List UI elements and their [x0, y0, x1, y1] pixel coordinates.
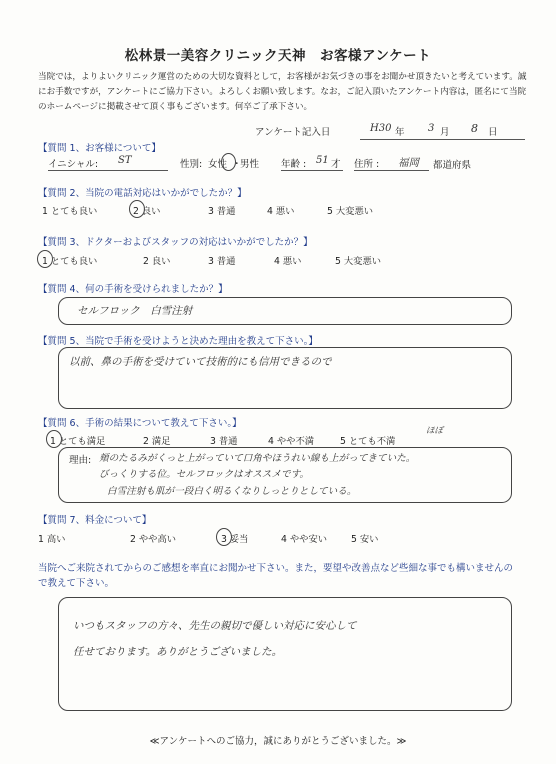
age-value: 51	[316, 155, 329, 166]
address-underline	[354, 170, 429, 171]
q5-answer: 以前、鼻の手術を受けていて技術的にも信用できるので	[69, 356, 332, 368]
q3-options	[42, 253, 522, 269]
address-value: 福岡	[398, 157, 419, 169]
q5-answer-box	[58, 347, 512, 409]
gender-label: 性別:	[180, 159, 203, 170]
intro-text: 当院では，よりよいクリニック運営のための大切な資料として，お客様がお気づきの事をお聞かせ頂きたいと考えています。誠にお手数ですが，アンケートにご協力下さい。よろしくお願い致します。なお，ご記入頂いたアンケート内容は，匿名にて当院のホームページに掲載させて頂く事もございます。何卒ご了承下さい。	[38, 72, 527, 112]
q7-option-3: 3 妥当	[221, 534, 249, 545]
q7-option-2: 2 やや高い	[130, 534, 177, 545]
q2-option-5: 5 大変悪い	[327, 206, 374, 217]
age-underline	[281, 170, 343, 171]
q6-option-3: 3 普通	[210, 436, 238, 447]
gender-female: 女性	[208, 159, 228, 170]
initial-value: ST	[118, 155, 132, 166]
q6-answer-line-1: 頬のたるみがくっと上がっていて口角やほうれい線も上がってきていた。	[99, 453, 416, 464]
age-label: 年齢 :	[281, 159, 307, 170]
page-title: 松林景一美容クリニック天神 お客様アンケート	[124, 48, 432, 64]
q3-option-1: 1 とても良い	[42, 256, 98, 267]
q8-title: 当院へご来院されてからのご感想を率直にお聞かせ下さい。また，要望や改善点など些細な事でも構いませんので教えて下さい。	[38, 563, 514, 589]
q6-selected-mark	[46, 430, 62, 448]
q7-option-5: 5 安い	[351, 534, 379, 545]
q6-option-2: 2 満足	[143, 436, 171, 447]
date-underline	[360, 139, 525, 140]
q7-title: 【質問 7、料金について】	[38, 515, 152, 526]
q6-option-4: 4 やや不満	[268, 436, 315, 447]
q8-answer-box	[58, 597, 512, 711]
q6-title: 【質問 6、手術の結果について教えて下さい。】	[38, 418, 242, 429]
date-month: 3	[428, 123, 435, 134]
q6-reason-label: 理由:	[69, 455, 92, 466]
q2-options	[42, 203, 522, 219]
q4-answer-box	[58, 297, 512, 325]
q3-title: 【質問 3、ドクターおよびスタッフの対応はいかがでしたか？】	[38, 237, 313, 248]
q7-selected-mark	[216, 528, 232, 546]
q3-selected-mark	[37, 250, 53, 268]
q7-option-4: 4 やや安い	[281, 534, 328, 545]
date-label: アンケート記入日	[255, 127, 331, 138]
q6-note: ほぼ	[426, 426, 444, 436]
initial-label: イニシャル:	[48, 159, 99, 170]
q2-option-2: 2 良い	[133, 206, 161, 217]
q7-options	[38, 531, 518, 547]
q3-option-3: 3 普通	[208, 256, 236, 267]
date-day-unit: 日	[488, 127, 498, 138]
q7-option-1: 1 高い	[38, 534, 66, 545]
date-row	[255, 124, 535, 140]
q8-answer-line-1: いつもスタッフの方々、先生の親切で優しい対応に安心して	[73, 620, 357, 632]
q1-row	[48, 156, 518, 176]
q3-option-5: 5 大変悪い	[335, 256, 382, 267]
date-year: H30	[370, 123, 392, 134]
date-month-unit: 月	[440, 127, 450, 138]
prefecture-label: 都道府県	[433, 160, 472, 171]
q2-selected-mark	[129, 200, 145, 218]
q4-title: 【質問 4、何の手術を受けられましたか？】	[38, 284, 228, 295]
q6-answer-line-3: 白雪注射も肌が一段白く明るくなりしっとりとしている。	[107, 486, 357, 497]
q6-option-1: 1 とても満足	[50, 436, 106, 447]
q2-option-1: 1 とても良い	[42, 206, 98, 217]
date-year-unit: 年	[395, 127, 405, 138]
q3-option-2: 2 良い	[143, 256, 171, 267]
q1-title: 【質問 1、お客様について】	[38, 143, 161, 154]
footer-thanks: ≪アンケートへのご協力，誠にありがとうございました。≫	[149, 736, 407, 747]
q5-title: 【質問 5、当院で手術を受けようと決めた理由を教えて下さい。】	[38, 336, 318, 347]
q3-option-4: 4 悪い	[274, 256, 302, 267]
gender-dot: ・	[232, 159, 242, 170]
q2-option-3: 3 普通	[208, 206, 236, 217]
address-label: 住所 :	[354, 159, 380, 170]
gender-male: 男性	[240, 159, 260, 170]
q6-answer-line-2: びっくりする位。セルフロックはオススメです。	[99, 469, 310, 480]
initial-underline	[48, 170, 168, 171]
q2-title: 【質問 2、当院の電話対応はいかがでしたか？】	[38, 188, 247, 199]
q6-answer-box	[58, 447, 512, 503]
q4-answer: セルフロック 白雪注射	[77, 305, 193, 317]
q2-option-4: 4 悪い	[267, 206, 295, 217]
q8-answer-line-2: 任せております。ありがとうございました。	[73, 646, 283, 658]
q6-option-5: 5 とても不満	[340, 436, 396, 447]
age-unit: 才	[331, 159, 341, 170]
date-day: 8	[471, 122, 478, 135]
